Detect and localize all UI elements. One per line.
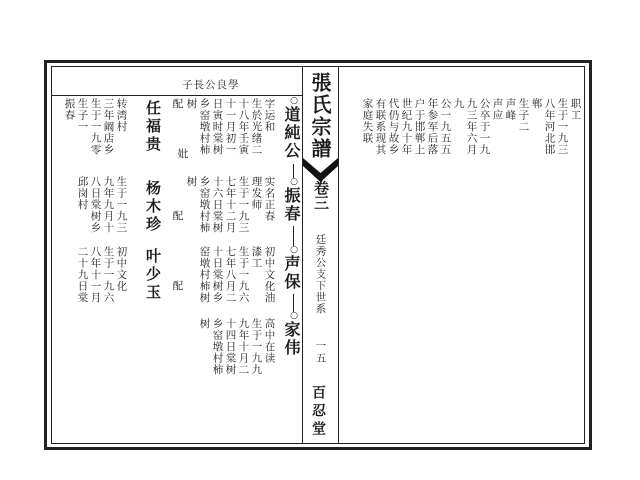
text-column: 家庭失联 (361, 98, 374, 144)
text-column: 三年阚店乡 (102, 98, 115, 156)
text-column: 生於光绪二 (250, 98, 263, 156)
text-column: 七年十二月 (224, 176, 237, 234)
text-column: 窑墩村柿树 (198, 246, 211, 304)
spine-right-rule (338, 67, 339, 443)
chain-marker-icon: ○ (289, 311, 299, 321)
chain-marker-icon: ○ (289, 245, 299, 255)
text-column: 初中文化 (115, 246, 128, 292)
text-column: 二十九日棠 (76, 246, 89, 304)
page-number: 一五 (314, 340, 327, 365)
text-column: 转湾村 (115, 98, 128, 133)
text-column: 职工 (569, 98, 582, 121)
spouse-label-3: 配 (171, 280, 184, 292)
text-column: 九年九月十 (102, 176, 115, 234)
text-column: 八年河北邯 (543, 98, 556, 156)
text-column: 代仍与故乡 (387, 98, 400, 156)
text-column: 树 (198, 318, 211, 330)
chain-marker-icon: ○ (289, 177, 299, 187)
text-column: 高中在读 (263, 318, 276, 364)
text-column: 生于一九三 (115, 176, 128, 234)
text-column: 公卒于一九 (478, 98, 491, 156)
spouse-name-3: 叶少玉 (144, 248, 162, 302)
text-column: 生于一九九 (250, 318, 263, 376)
text-column: 十一月初一 (224, 98, 237, 156)
text-column: 八年十一月 (89, 246, 102, 304)
text-column: 漆工 (250, 246, 263, 269)
header-text: 子長公良學 (182, 79, 240, 91)
text-column: 声峰 (504, 98, 517, 121)
text-column: 实名正春 (263, 176, 276, 222)
text-column: 树 (185, 98, 198, 110)
gen2-name: 振春 (282, 187, 301, 223)
text-column: 生于一九三 (237, 176, 250, 234)
text-column: 十日棠树乡 (211, 246, 224, 304)
volume-label: 卷三 (312, 180, 330, 210)
text-column: 生于一九六 (102, 246, 115, 304)
text-column: 七年八月二 (224, 246, 237, 304)
text-column: 十六日棠树 (211, 176, 224, 234)
spouse-label-1: 配 (171, 98, 184, 110)
text-column: 八日棠树乡 (89, 176, 102, 234)
text-column: 有联系现其 (374, 98, 387, 156)
section-label: 廷秀公支下世系 (314, 234, 327, 315)
text-column: 郸 (530, 98, 543, 110)
book-title: 張氏宗譜 (308, 72, 332, 160)
text-column: 振春 (63, 98, 76, 121)
text-column: 十八年壬寅 (237, 98, 250, 156)
chain-connector-1 (293, 164, 294, 178)
text-column: 生于一九零 (89, 98, 102, 156)
text-column: 乡窑墩村柿 (211, 318, 224, 376)
text-column: 乡窑墩村柿 (198, 98, 211, 156)
text-column: 年参军后落 (426, 98, 439, 156)
gen3-name: 声保 (282, 255, 301, 291)
hall-name: 百忍堂 (310, 385, 326, 439)
text-column: 声应 (491, 98, 504, 121)
text-column: 字运和 (263, 98, 276, 133)
text-column: 邱岗村 (76, 176, 89, 211)
text-column: 日寅时棠树 (211, 98, 224, 156)
spouse-label-2: 配 (171, 210, 184, 222)
text-column: 九三年六月 (465, 98, 478, 156)
chain-connector-2 (293, 226, 294, 246)
deceased-mark: 妣 (176, 148, 189, 160)
header-rule (52, 95, 302, 96)
text-column: 九 (452, 98, 465, 110)
spine-left-rule (302, 67, 303, 443)
text-column: 公一九五五 (439, 98, 452, 156)
text-column: 生于一九六 (237, 246, 250, 304)
text-column: 初中文化油 (263, 246, 276, 304)
text-column: 乡窑墩村柿 (198, 176, 211, 234)
gen1-name: 道純公 (282, 106, 301, 160)
spouse-name-2: 杨木珍 (144, 180, 162, 234)
text-column: 生子一 (76, 98, 89, 133)
chain-connector-3 (293, 294, 294, 312)
text-column: 十四日棠树 (224, 318, 237, 376)
gen4-name: 家伟 (282, 321, 301, 357)
text-column: 生于一九三 (556, 98, 569, 156)
text-column: 世纪九十年 (400, 98, 413, 156)
text-column: 理发师 (250, 176, 263, 211)
chain-marker-icon: ○ (289, 96, 299, 106)
spouse-name-1: 任福贵 (144, 100, 162, 154)
text-column: 树 (185, 176, 198, 188)
text-column: 九年十月二 (237, 318, 250, 376)
text-column: 生子二 (517, 98, 530, 133)
text-column: 户于邯郸上 (413, 98, 426, 156)
